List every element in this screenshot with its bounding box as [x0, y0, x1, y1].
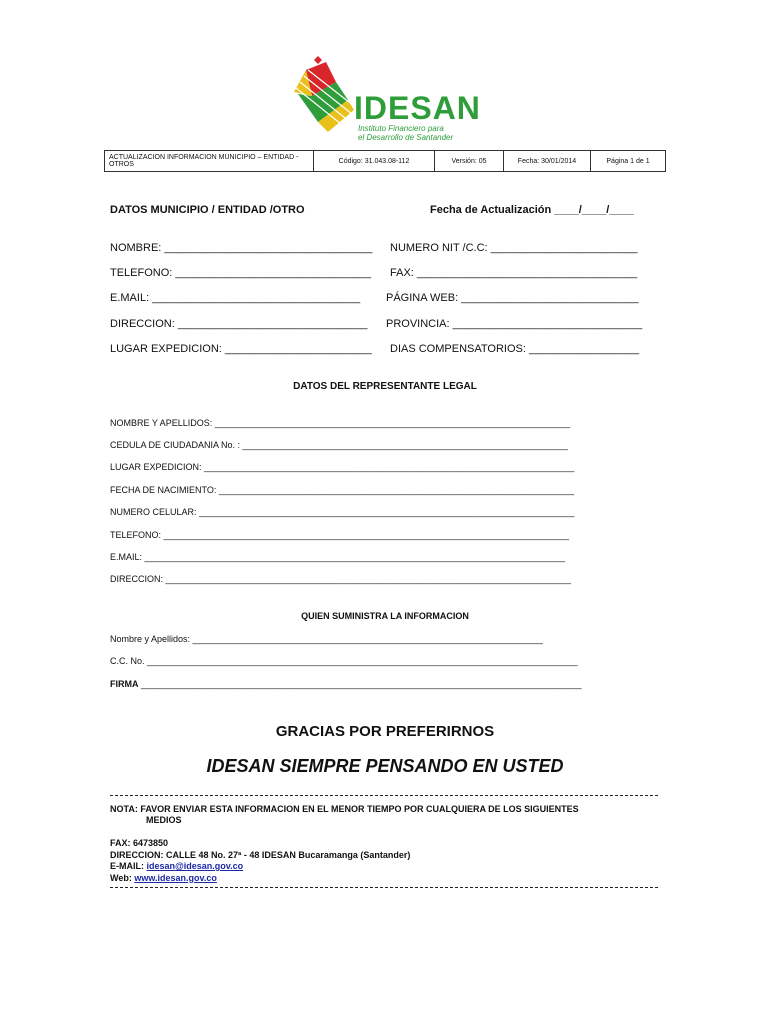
form-row-direccion[interactable]: DIRECCION: _______________________________ — [110, 318, 368, 330]
document-header-table — [104, 150, 666, 172]
firma-label: FIRMA — [110, 679, 139, 689]
contact-direccion: DIRECCION: CALLE 48 No. 27ª - 48 IDESAN Bucaramanga (Santander) — [110, 849, 411, 860]
form-row-fax[interactable]: FAX: ____________________________________ — [390, 267, 638, 279]
bottom-divider — [110, 887, 658, 888]
fecha-actualizacion: Fecha de Actualización ____/____/____ — [430, 204, 634, 216]
form-row-nit[interactable]: NUMERO NIT /C.C: ________________________ — [390, 242, 638, 254]
gracias-text: GRACIAS POR PREFERIRNOS — [275, 723, 495, 740]
section2-title: DATOS DEL REPRESENTANTE LEGAL — [293, 381, 477, 392]
rep-cedula[interactable]: CEDULA DE CIUDADANIA No. : _________________________________________________________________ — [110, 440, 568, 450]
rep-direccion[interactable]: DIRECCION: _________________________________________________________________________________ — [110, 574, 571, 584]
form-row-provincia[interactable]: PROVINCIA: _______________________________ — [386, 318, 643, 330]
top-divider — [110, 795, 658, 796]
form-row-pagina-web[interactable]: PÁGINA WEB: _____________________________ — [386, 292, 639, 304]
suministra-cc[interactable]: C.C. No. ______________________________________________________________________________________ — [110, 656, 578, 666]
contact-fax: FAX: 6473850 — [110, 838, 169, 848]
logo-subtitle: Instituto Financiero para el Desarrollo de Santander — [358, 124, 454, 142]
contact-email-row: E-MAIL: idesan@idesan.gov.co — [110, 861, 244, 871]
suministra-firma[interactable] — [110, 679, 581, 689]
rep-lugar-expedicion[interactable]: LUGAR EXPEDICION: __________________________________________________________________________ — [110, 462, 575, 472]
contact-block — [110, 838, 410, 884]
nota-text: NOTA: FAVOR ENVIAR ESTA INFORMACION EN EL MENOR TIEMPO POR CUALQUIERA DE LOS SIGUIENTES MEDIOS — [110, 804, 579, 825]
contact-web-row: Web: www.idesan.gov.co — [110, 872, 217, 883]
header-title: ACTUALIZACION INFORMACION MUNICIPIO – ENTIDAD - OTROS — [105, 151, 314, 172]
header-codigo: Código: 31.043.08-112 — [314, 151, 435, 172]
form-row-telefono[interactable]: TELEFONO: ________________________________ — [110, 267, 372, 279]
logo-wordmark: IDESAN — [354, 90, 481, 126]
form-row-lugar-expedicion[interactable]: LUGAR EXPEDICION: ________________________ — [110, 343, 372, 355]
rep-email[interactable]: E.MAIL: ____________________________________________________________________________________ — [110, 552, 565, 562]
idesan-logo — [292, 52, 482, 142]
header-version: Versión: 05 — [435, 151, 504, 172]
header-fecha: Fecha: 30/01/2014 — [504, 151, 591, 172]
form-row-nombre[interactable]: NOMBRE: __________________________________ — [110, 242, 373, 254]
form-row-dias-compensatorios[interactable]: DIAS COMPENSATORIOS: __________________ — [390, 343, 640, 355]
rep-numero-celular[interactable]: NUMERO CELULAR: ___________________________________________________________________________ — [110, 507, 575, 517]
header-pagina: Página 1 de 1 — [591, 151, 666, 172]
form-row-email[interactable]: E.MAIL: __________________________________ — [110, 292, 361, 304]
firma-line: ________________________________________________________________________________________ — [138, 679, 582, 689]
section3-title: QUIEN SUMINISTRA LA INFORMACION — [301, 611, 469, 621]
section1-title: DATOS MUNICIPIO / ENTIDAD /OTRO — [110, 204, 305, 216]
rep-nombre[interactable]: NOMBRE Y APELLIDOS: _______________________________________________________________________ — [110, 418, 571, 428]
slogan-text: IDESAN SIEMPRE PENSANDO EN USTED — [206, 756, 564, 776]
email-link[interactable]: idesan@idesan.gov.co — [146, 861, 244, 871]
rep-fecha-nacimiento[interactable]: FECHA DE NACIMIENTO: _______________________________________________________________________ — [110, 485, 575, 495]
web-link[interactable]: www.idesan.gov.co — [134, 872, 217, 883]
rep-telefono[interactable]: TELEFONO: _________________________________________________________________________________ — [110, 530, 569, 540]
suministra-nombre[interactable]: Nombre y Apellidos: ______________________________________________________________________ — [110, 634, 543, 644]
